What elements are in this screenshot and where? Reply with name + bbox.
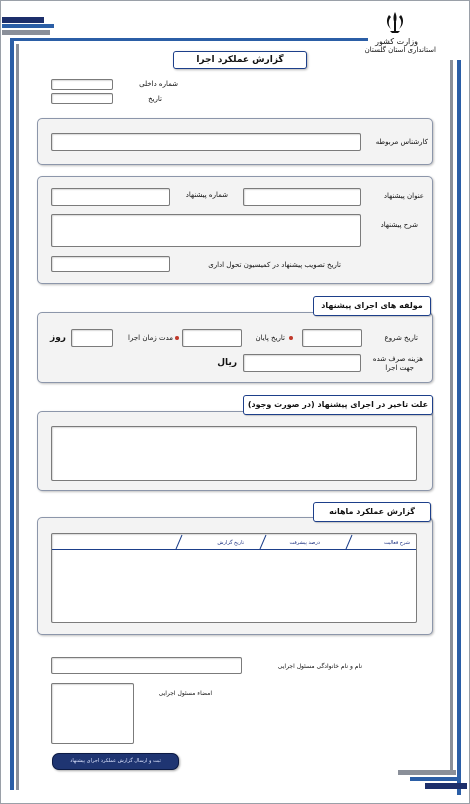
proposal-description-label: شرح پیشنهاد (380, 221, 418, 229)
decor-stripe-top-gray (2, 30, 50, 35)
proposal-title-input[interactable] (243, 188, 361, 206)
cost-input[interactable] (243, 354, 361, 372)
decor-stripe-top-blue (2, 24, 54, 28)
end-date-label: تاریخ پایان (255, 334, 285, 342)
decor-stripe-bottom-navy (425, 783, 467, 789)
related-expert-label: کارشناس مربوطه (375, 138, 428, 146)
duration-label: مدت زمان اجرا (128, 334, 173, 342)
proposal-description-input[interactable] (51, 214, 361, 247)
duration-unit: روز (50, 333, 66, 343)
approval-date-label: تاریخ تصویب پیشنهاد در کمیسیون تحول اداری (208, 261, 341, 269)
start-date-label: تاریخ شروع (384, 334, 418, 342)
page-title: گزارش عملکرد اجرا (173, 51, 307, 69)
delay-legend: علت تاخیر در اجرای پیشنهاد (در صورت وجود) (243, 395, 433, 415)
duration-required-dot (175, 336, 179, 340)
related-expert-input[interactable] (51, 133, 361, 151)
decor-stripe-top-navy (2, 17, 44, 23)
office-name: استانداری استان گلستان (364, 46, 436, 54)
internal-number-input[interactable] (51, 79, 113, 90)
periodic-tab-progress[interactable]: درصد پیشرفت (289, 540, 320, 546)
submit-report-button[interactable]: ثبت و ارسال گزارش عملکرد اجرای پیشنهاد (52, 753, 179, 770)
decor-stripe-bottom-gray (398, 770, 456, 775)
date-input[interactable] (51, 93, 113, 104)
delay-reason-input[interactable] (51, 426, 417, 481)
signature-box[interactable] (51, 683, 134, 744)
periodic-tab-activity[interactable]: شرح فعالیت (383, 540, 410, 546)
decor-stripe-left-gray (16, 44, 19, 790)
responsible-name-input[interactable] (51, 657, 242, 674)
periodic-tab-report-date[interactable]: تاریخ گزارش (217, 540, 244, 546)
start-date-input[interactable] (302, 329, 362, 347)
cost-label-line1: هزینه صرف شده (372, 355, 423, 363)
decor-stripe-top-line (14, 38, 368, 41)
iran-emblem-icon (384, 10, 406, 34)
date-label: تاریخ (148, 95, 162, 103)
execution-panel (37, 312, 433, 383)
periodic-report-legend: گزارش عملکرد ماهانه (313, 502, 431, 522)
proposal-number-label: شماره پیشنهاد (185, 191, 228, 199)
decor-stripe-bottom-blue (410, 777, 460, 781)
end-date-input[interactable] (182, 329, 242, 347)
decor-stripe-right-gray (450, 60, 453, 770)
signature-label: امضاء مسئول اجرایی (158, 690, 212, 697)
proposal-number-input[interactable] (51, 188, 170, 206)
decor-stripe-left-blue (10, 38, 14, 790)
duration-input[interactable] (71, 329, 113, 347)
responsible-name-label: نام و نام خانوادگی مسئول اجرایی (277, 663, 362, 670)
end-date-required-dot (289, 336, 293, 340)
approval-date-input[interactable] (51, 256, 170, 272)
cost-label-line2: جهت اجرا (385, 364, 414, 372)
proposal-title-label: عنوان پیشنهاد (383, 192, 424, 200)
ministry-name: وزارت کشور (375, 37, 418, 46)
cost-unit: ریال (217, 358, 237, 368)
decor-stripe-right-blue (457, 60, 461, 795)
execution-legend: مولفه های اجرای پیشنهاد (313, 296, 431, 316)
internal-number-label: شماره داخلی (139, 80, 178, 88)
